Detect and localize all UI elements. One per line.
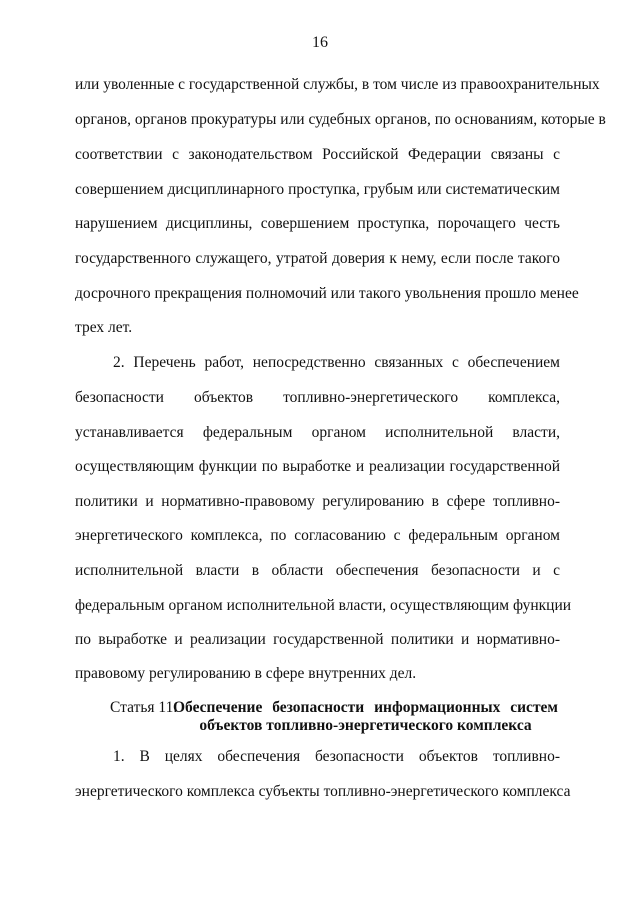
- page-number: 16: [312, 34, 328, 51]
- paragraph-line: политики и нормативно-правовому регулированию в сфере топливно-: [75, 493, 560, 510]
- paragraph-line: федеральным органом исполнительной власти, осуществляющим функции: [75, 597, 572, 614]
- article-title-line: объектов топливно-энергетического комплекса: [199, 717, 532, 734]
- paragraph-line: нарушением дисциплины, совершением проступка, порочащего честь: [75, 215, 560, 232]
- article-number: Статья 11.: [110, 699, 178, 716]
- paragraph-line: осуществляющим функции по выработке и реализации государственной: [75, 458, 560, 475]
- paragraph-line: государственного служащего, утратой доверия к нему, если после такого: [75, 250, 560, 267]
- paragraph-line: 2. Перечень работ, непосредственно связанных с обеспечением: [113, 354, 560, 371]
- paragraph-line: исполнительной власти в области обеспечения безопасности и с: [75, 562, 560, 579]
- paragraph-line: энергетического комплекса, по согласованию с федеральным органом: [75, 527, 560, 544]
- paragraph-line: энергетического комплекса субъекты топливно-энергетического комплекса: [75, 783, 571, 800]
- paragraph-line: 1. В целях обеспечения безопасности объектов топливно-: [113, 748, 560, 765]
- paragraph-line: трех лет.: [75, 319, 133, 336]
- paragraph-line: по выработке и реализации государственной политики и нормативно-: [75, 631, 560, 648]
- paragraph-line: устанавливается федеральным органом исполнительной власти,: [75, 424, 560, 441]
- article-title-line: Обеспечение безопасности информационных систем: [173, 699, 558, 716]
- paragraph-line: досрочного прекращения полномочий или такого увольнения прошло менее: [75, 285, 579, 302]
- paragraph-line: органов, органов прокуратуры или судебных органов, по основаниям, которые в: [75, 111, 606, 128]
- paragraph-line: безопасности объектов топливно-энергетического комплекса,: [75, 389, 560, 406]
- article-title: [173, 699, 558, 735]
- paragraph-line: соответствии с законодательством Российской Федерации связаны с: [75, 146, 560, 163]
- paragraph-line: правовому регулированию в сфере внутренних дел.: [75, 665, 417, 682]
- paragraph-line: совершением дисциплинарного проступка, грубым или систематическим: [75, 181, 560, 198]
- paragraph-line: или уволенные с государственной службы, в том числе из правоохранительных: [75, 76, 600, 93]
